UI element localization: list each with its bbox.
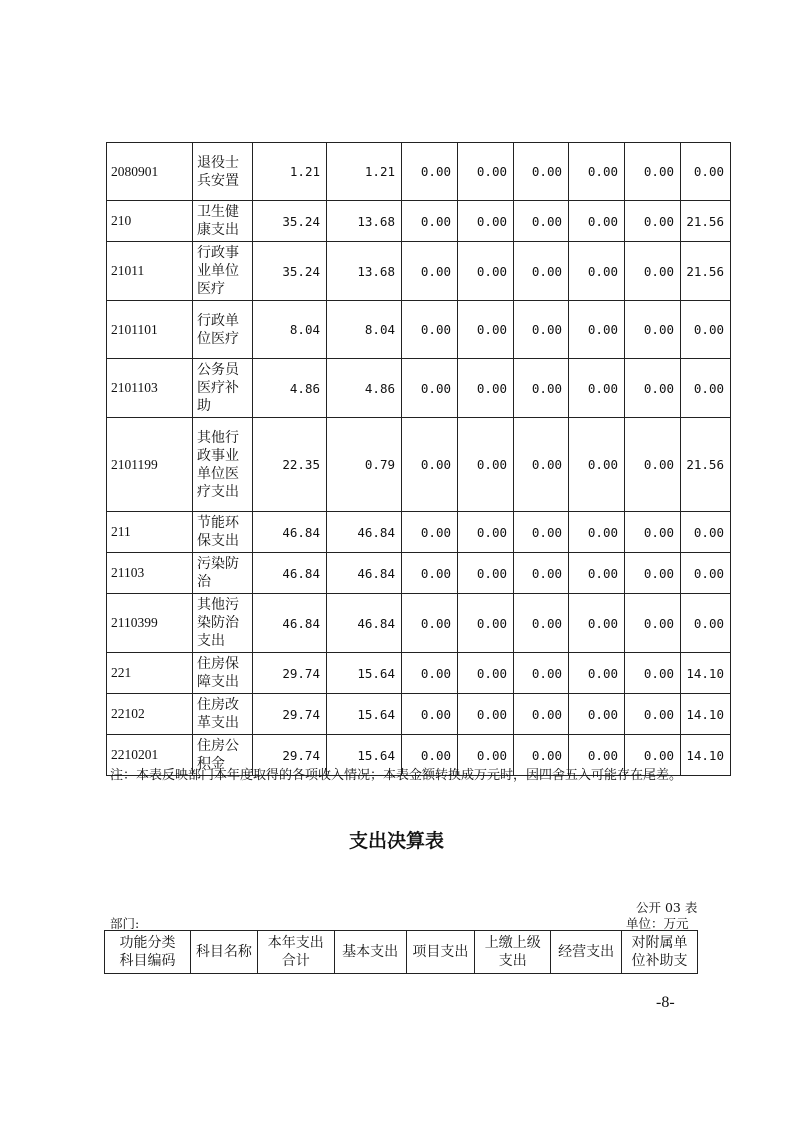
- amount-cell: 46.84: [253, 512, 327, 553]
- amount-cell: 0.00: [625, 553, 681, 594]
- table-row: [107, 143, 731, 201]
- amount-cell: 8.04: [253, 301, 327, 359]
- table-row: [107, 594, 731, 653]
- subject-code-cell: 22102: [107, 694, 193, 735]
- amount-cell: 0.00: [514, 512, 569, 553]
- amount-cell: 0.00: [402, 653, 458, 694]
- amount-cell: 0.00: [681, 594, 731, 653]
- subject-code-cell: 211: [107, 512, 193, 553]
- expense-header-cell: [105, 931, 191, 974]
- subject-name-cell: 节能环保支出: [193, 512, 253, 553]
- expense-header-cell: [191, 931, 258, 974]
- amount-cell: 0.00: [458, 735, 514, 776]
- amount-cell: 0.00: [514, 694, 569, 735]
- amount-cell: 0.00: [625, 143, 681, 201]
- amount-cell: 0.00: [514, 301, 569, 359]
- table-note: 注：本表反映部门本年度取得的各项收入情况；本表金额转换成万元时，因四舍五入可能存在尾差。: [110, 768, 683, 783]
- header-line: 本年支出: [267, 935, 324, 951]
- department-label: 部门:: [110, 916, 140, 931]
- amount-cell: 46.84: [253, 594, 327, 653]
- table-row: [107, 653, 731, 694]
- amount-cell: 0.00: [569, 735, 625, 776]
- amount-cell: 0.00: [514, 143, 569, 201]
- subject-name-cell: 住房保障支出: [193, 653, 253, 694]
- amount-cell: 29.74: [253, 694, 327, 735]
- amount-cell: 0.00: [402, 242, 458, 301]
- subject-name-cell: 卫生健康支出: [193, 201, 253, 242]
- amount-cell: 1.21: [327, 143, 402, 201]
- amount-cell: 1.21: [253, 143, 327, 201]
- header-line: 经营支出: [558, 944, 615, 960]
- table-row: [107, 242, 731, 301]
- amount-cell: 0.00: [625, 418, 681, 512]
- amount-cell: 0.00: [458, 301, 514, 359]
- subject-code-cell: 21011: [107, 242, 193, 301]
- amount-cell: 29.74: [253, 653, 327, 694]
- amount-cell: 0.00: [569, 653, 625, 694]
- subject-name-cell: 其他行政事业单位医疗支出: [193, 418, 253, 512]
- subject-code-cell: 210: [107, 201, 193, 242]
- amount-cell: 0.00: [458, 143, 514, 201]
- table-row: [107, 553, 731, 594]
- amount-cell: 0.00: [458, 201, 514, 242]
- amount-cell: 0.00: [514, 242, 569, 301]
- expense-title: 支出决算表: [348, 830, 444, 852]
- amount-cell: 0.00: [514, 201, 569, 242]
- amount-cell: 0.00: [402, 418, 458, 512]
- amount-cell: 15.64: [327, 653, 402, 694]
- amount-cell: 0.00: [569, 594, 625, 653]
- subject-name-cell: 住房改革支出: [193, 694, 253, 735]
- table-row: [107, 418, 731, 512]
- amount-cell: 22.35: [253, 418, 327, 512]
- amount-cell: 0.00: [625, 594, 681, 653]
- form-number: 公开 03 表: [636, 900, 698, 915]
- subject-code-cell: 2210201: [107, 735, 193, 776]
- subject-code-cell: 2110399: [107, 594, 193, 653]
- amount-cell: 0.00: [458, 359, 514, 418]
- amount-cell: 0.00: [402, 512, 458, 553]
- expense-header-cell: [406, 931, 475, 974]
- amount-cell: 35.24: [253, 201, 327, 242]
- subject-code-cell: 2101103: [107, 359, 193, 418]
- amount-cell: 14.10: [681, 653, 731, 694]
- expense-header-cell: [551, 931, 622, 974]
- amount-cell: 0.00: [625, 735, 681, 776]
- amount-cell: 21.56: [681, 201, 731, 242]
- subject-code-cell: 21103: [107, 553, 193, 594]
- amount-cell: 0.00: [569, 418, 625, 512]
- header-line: 基本支出: [342, 944, 399, 960]
- header-line: 支出: [498, 953, 527, 969]
- amount-cell: 15.64: [327, 694, 402, 735]
- amount-cell: 46.84: [327, 594, 402, 653]
- expense-header-cell: [622, 931, 698, 974]
- amount-cell: 0.00: [402, 594, 458, 653]
- amount-cell: 0.00: [681, 512, 731, 553]
- subject-code-cell: 2101101: [107, 301, 193, 359]
- amount-cell: 0.00: [681, 143, 731, 201]
- amount-cell: 0.00: [458, 512, 514, 553]
- amount-cell: 0.00: [625, 512, 681, 553]
- subject-code-cell: 221: [107, 653, 193, 694]
- subject-name-cell: 行政事业单位医疗: [193, 242, 253, 301]
- amount-cell: 0.00: [514, 359, 569, 418]
- amount-cell: 0.00: [402, 143, 458, 201]
- amount-cell: 0.00: [402, 359, 458, 418]
- amount-cell: 0.00: [681, 359, 731, 418]
- header-line: 科目名称: [195, 944, 252, 960]
- amount-cell: 0.00: [569, 359, 625, 418]
- amount-cell: 0.00: [402, 735, 458, 776]
- subject-name-cell: 住房公积金: [193, 735, 253, 776]
- amount-cell: 13.68: [327, 201, 402, 242]
- amount-cell: 0.00: [625, 242, 681, 301]
- amount-cell: 0.00: [402, 301, 458, 359]
- amount-cell: 0.00: [514, 594, 569, 653]
- amount-cell: 14.10: [681, 694, 731, 735]
- amount-cell: 29.74: [253, 735, 327, 776]
- table-row: [107, 694, 731, 735]
- amount-cell: 0.00: [458, 418, 514, 512]
- expense-header-table: [104, 930, 698, 974]
- amount-cell: 0.00: [514, 735, 569, 776]
- amount-cell: 21.56: [681, 418, 731, 512]
- income-table: [106, 142, 731, 776]
- amount-cell: 13.68: [327, 242, 402, 301]
- amount-cell: 0.00: [625, 201, 681, 242]
- amount-cell: 46.84: [327, 512, 402, 553]
- amount-cell: 0.00: [569, 553, 625, 594]
- amount-cell: 0.00: [625, 694, 681, 735]
- amount-cell: 0.00: [514, 418, 569, 512]
- amount-cell: 15.64: [327, 735, 402, 776]
- amount-cell: 0.00: [458, 694, 514, 735]
- amount-cell: 0.00: [681, 553, 731, 594]
- header-line: 科目编码: [119, 953, 176, 969]
- expense-header-row: [105, 931, 698, 974]
- amount-cell: 0.00: [569, 201, 625, 242]
- amount-cell: 0.00: [402, 201, 458, 242]
- amount-cell: 0.00: [402, 694, 458, 735]
- amount-cell: 0.00: [514, 653, 569, 694]
- amount-cell: 0.00: [569, 694, 625, 735]
- subject-code-cell: 2101199: [107, 418, 193, 512]
- amount-cell: 21.56: [681, 242, 731, 301]
- amount-cell: 0.00: [458, 553, 514, 594]
- amount-cell: 0.00: [569, 242, 625, 301]
- header-line: 位补助支: [631, 953, 688, 969]
- amount-cell: 0.00: [458, 242, 514, 301]
- header-line: 合计: [281, 953, 310, 969]
- amount-cell: 0.00: [625, 301, 681, 359]
- amount-cell: 0.00: [514, 553, 569, 594]
- amount-cell: 0.00: [458, 594, 514, 653]
- table-row: [107, 359, 731, 418]
- amount-cell: 0.79: [327, 418, 402, 512]
- amount-cell: 0.00: [625, 653, 681, 694]
- amount-cell: 46.84: [327, 553, 402, 594]
- amount-cell: 8.04: [327, 301, 402, 359]
- amount-cell: 0.00: [625, 359, 681, 418]
- amount-cell: 4.86: [327, 359, 402, 418]
- table-row: [107, 301, 731, 359]
- header-line: 功能分类: [119, 935, 176, 951]
- subject-code-cell: 2080901: [107, 143, 193, 201]
- page-number: -8-: [656, 994, 675, 1011]
- amount-cell: 0.00: [402, 553, 458, 594]
- expense-header-cell: [334, 931, 406, 974]
- amount-cell: 0.00: [458, 653, 514, 694]
- expense-header-cell: [475, 931, 551, 974]
- subject-name-cell: 退役士兵安置: [193, 143, 253, 201]
- amount-cell: 0.00: [569, 512, 625, 553]
- subject-name-cell: 污染防治: [193, 553, 253, 594]
- income-table-body: [107, 143, 731, 776]
- amount-cell: 46.84: [253, 553, 327, 594]
- header-line: 上缴上级: [484, 935, 541, 951]
- expense-header-cell: [257, 931, 334, 974]
- unit-label: 单位：万元: [626, 916, 689, 931]
- header-line: 对附属单: [631, 935, 688, 951]
- subject-name-cell: 其他污染防治支出: [193, 594, 253, 653]
- amount-cell: 35.24: [253, 242, 327, 301]
- table-row: [107, 512, 731, 553]
- subject-name-cell: 行政单位医疗: [193, 301, 253, 359]
- amount-cell: 0.00: [569, 301, 625, 359]
- subject-name-cell: 公务员医疗补助: [193, 359, 253, 418]
- header-line: 项目支出: [412, 944, 469, 960]
- amount-cell: 4.86: [253, 359, 327, 418]
- amount-cell: 0.00: [569, 143, 625, 201]
- amount-cell: 0.00: [681, 301, 731, 359]
- table-row: [107, 201, 731, 242]
- amount-cell: 14.10: [681, 735, 731, 776]
